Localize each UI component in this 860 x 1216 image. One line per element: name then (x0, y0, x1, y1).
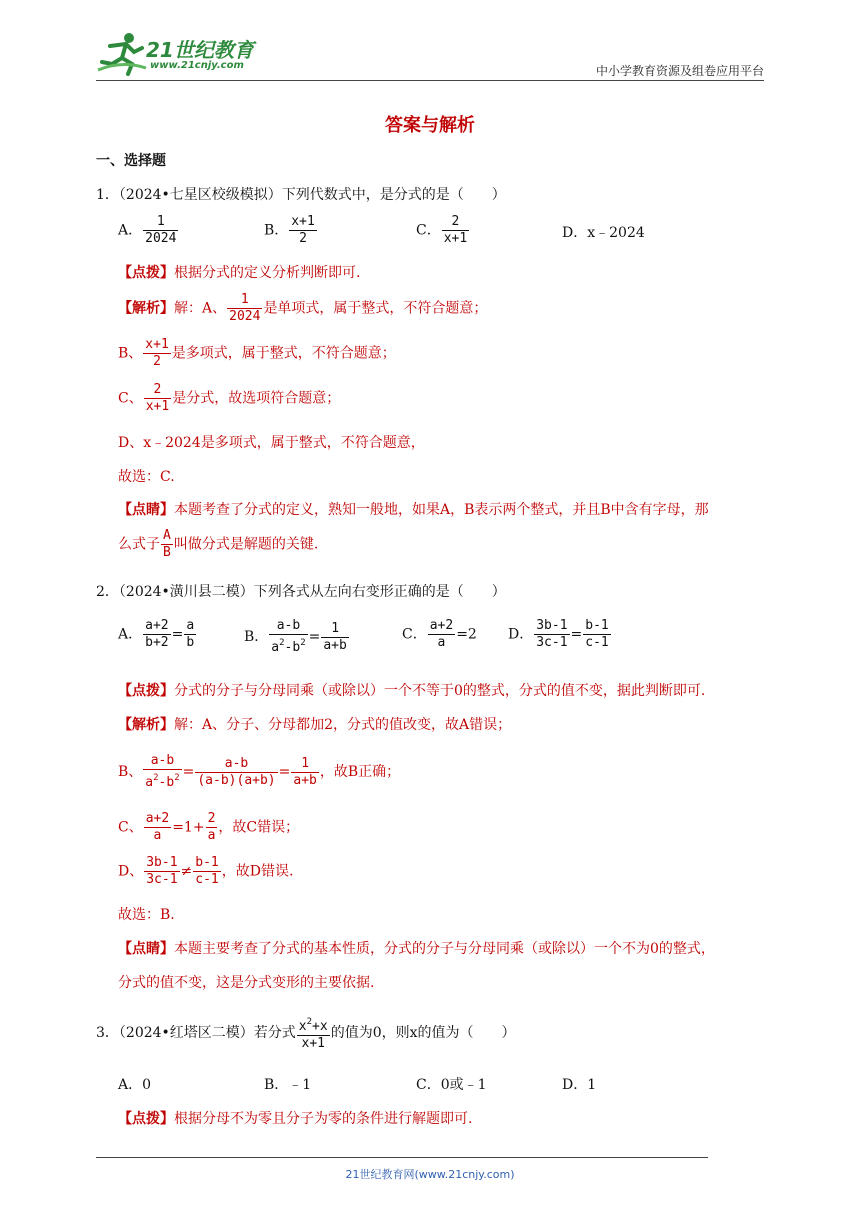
q1-tip: 【点拨】根据分式的定义分析判断即可. (118, 265, 361, 281)
q1-analysis-c: C、 $\frac{2}{x+1}$ 是分式，故选项符合题意； (118, 382, 341, 414)
q1-comment-cont: 么式子 $\frac{A}{B}$ 叫做分式是解题的关键. (118, 528, 319, 560)
q2-tip: 【点拨】分式的分子与分母同乘（或除以）一个不等于0的整式，分式的值不变，据此判断即可. (118, 683, 706, 699)
q3-option-c: C．0或﹣1 (416, 1077, 487, 1093)
q2-comment: 【点睛】本题主要考查了分式的基本性质，分式的分子与分母同乘（或除以）一个不为0的整式， (118, 941, 715, 957)
q1-comment: 【点睛】本题考查了分式的定义，熟知一般地，如果A，B表示两个整式，并且B中含有字母，那 (118, 502, 709, 518)
q3-option-a: A．0 (118, 1077, 152, 1093)
q2-answer: 故选：B. (118, 907, 175, 923)
q2-option-d: D． $\frac{3b-1}{3c-1}$ = $\frac{b-1}{c-1}$ (508, 618, 609, 650)
q3-option-d: D．1 (562, 1077, 597, 1093)
q1-analysis-a: 【解析】解：A、 $\frac{1}{2024}$ 是单项式，属于整式，不符合题意； (118, 292, 488, 324)
footer-divider (96, 1157, 708, 1158)
page-title: 答案与解析 (385, 115, 475, 136)
q1-analysis-b: B、 $\frac{x+1}{2}$ 是多项式，属于整式，不符合题意； (118, 337, 396, 369)
q3-stem: 3．（2024•红塔区二模）若分式 $\frac{x^2+x}{x+1}$ 的值为0，则x的值为（ ） (96, 1014, 516, 1052)
q2-analysis-a: 【解析】解：A、分子、分母都加2，分式的值改变，故A错误； (118, 717, 512, 733)
q1-option-d: D．x﹣2024 (562, 225, 645, 241)
header-divider (96, 80, 764, 81)
q2-analysis-c: C、 $\frac{a+2}{a}$ =1+ $\frac{2}{a}$ ，故C错误； (118, 811, 300, 843)
q1-option-c: C． $\frac{2}{x+1}$ (416, 214, 468, 246)
platform-name: 中小学教育资源及组卷应用平台 (595, 64, 764, 78)
logo-text: 21世纪教育 (146, 38, 254, 62)
q2-comment-cont: 分式的值不变，这是分式变形的主要依据. (118, 975, 375, 991)
logo (96, 28, 266, 78)
q3-tip: 【点拨】根据分母不为零且分子为零的条件进行解题即可. (118, 1111, 473, 1127)
q3-option-b: B．﹣1 (264, 1077, 312, 1093)
q1-option-a: A． $\frac{1}{2024}$ (118, 214, 177, 246)
q1-stem: 1．（2024•七星区校级模拟）下列代数式中，是分式的是（ ） (96, 187, 506, 203)
q2-option-c: C． $\frac{a+2}{a}$ =2 (402, 618, 477, 650)
runner-logo-icon (96, 30, 148, 76)
footer-link[interactable]: 21世纪教育网(www.21cnjy.com) (345, 1168, 515, 1181)
q1-analysis-d: D、x﹣2024是多项式，属于整式，不符合题意， (118, 435, 425, 451)
logo-url: www.21cnjy.com (150, 60, 244, 71)
q2-option-a: A． $\frac{a+2}{b+2}$ = $\frac{a}{b}$ (118, 618, 195, 650)
section-heading: 一、选择题 (96, 153, 166, 169)
q1-option-b: B． $\frac{x+1}{2}$ (264, 214, 315, 246)
q1-answer: 故选：C. (118, 469, 175, 485)
q2-analysis-d: D、 $\frac{3b-1}{3c-1}$ ≠ $\frac{b-1}{c-1}$ ，故D错误. (118, 855, 294, 887)
q2-option-b: B． $\frac{a-b}{a^2-b^2}$ = $\frac{1}{a+b}$ (244, 618, 347, 655)
q2-stem: 2．（2024•潢川县二模）下列各式从左向右变形正确的是（ ） (96, 584, 506, 600)
q2-analysis-b: B、 $\frac{a-b}{a^2-b^2}$ = $\frac{a-b}{(a-b)(a+b)}$ = $\frac{1}{a+b}$ ，故B正确； (118, 753, 401, 790)
